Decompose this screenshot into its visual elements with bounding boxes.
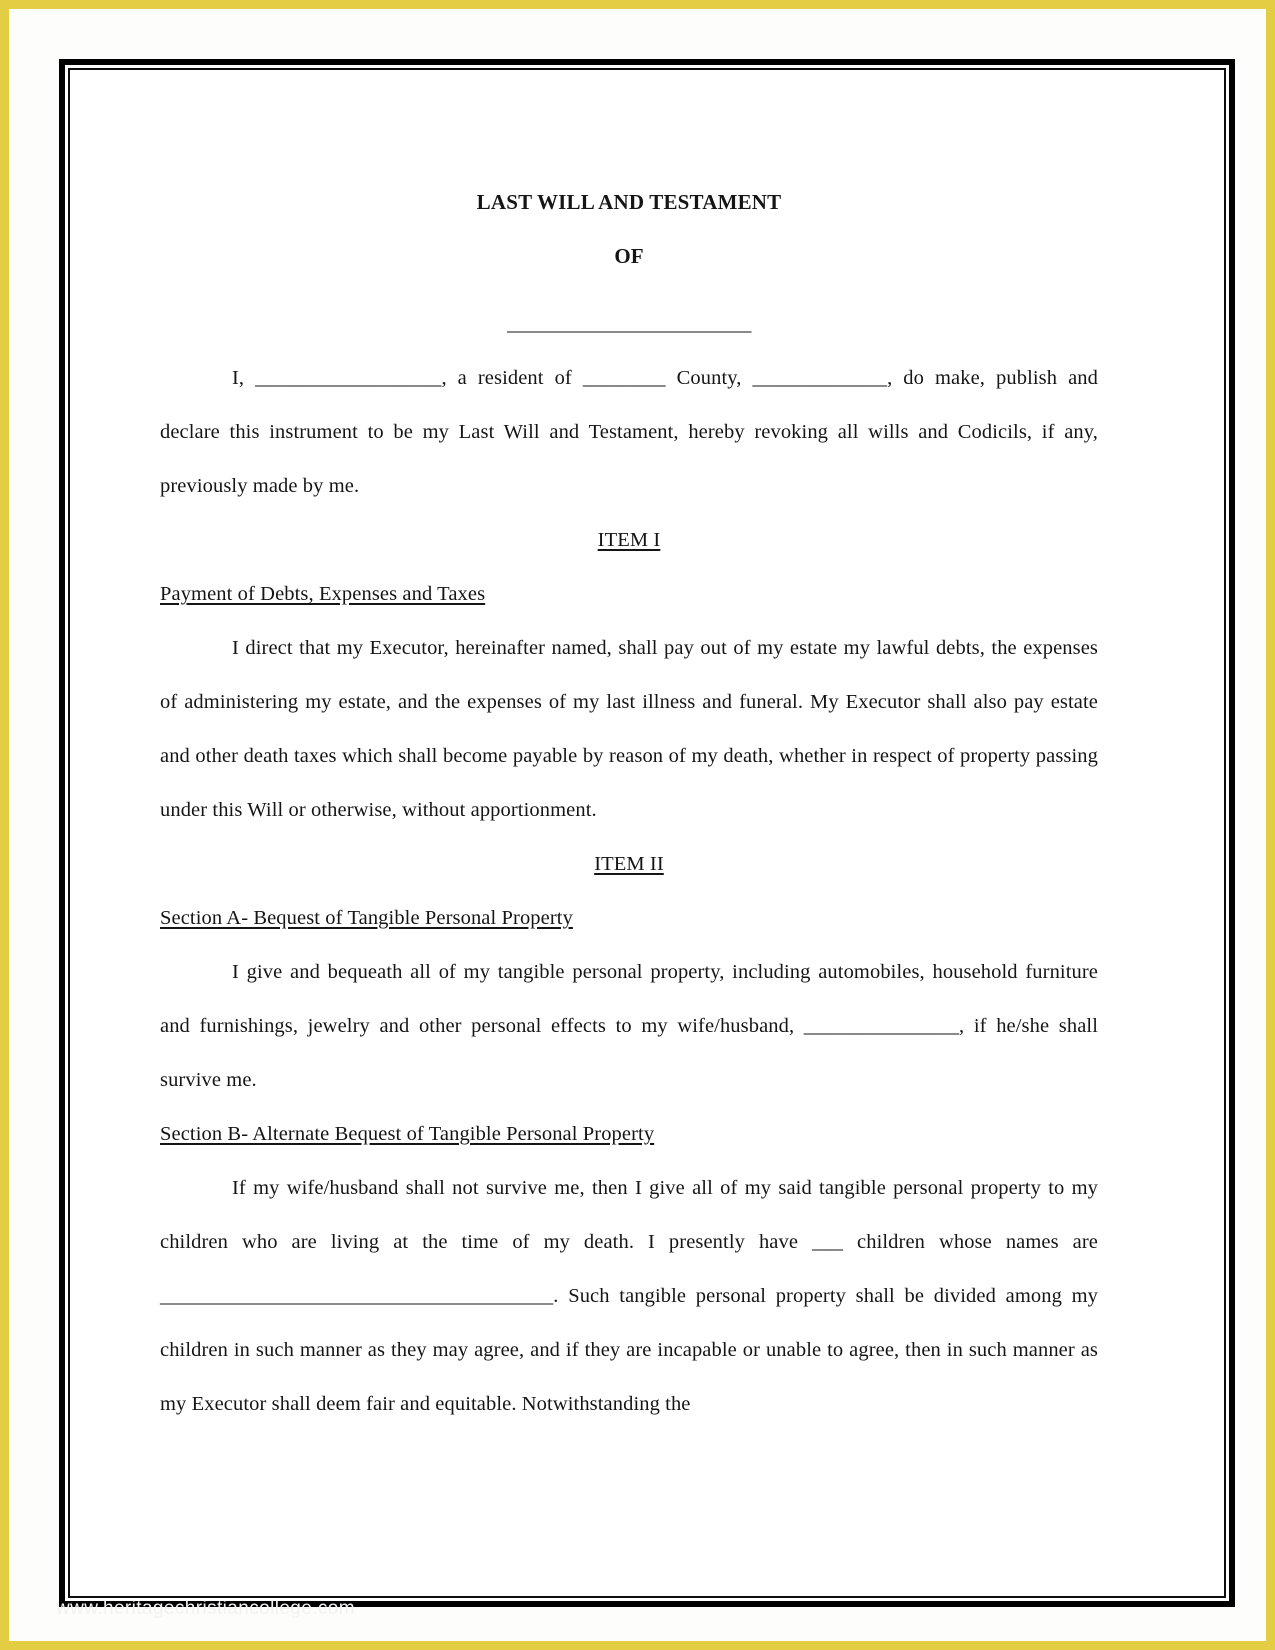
opening-paragraph: I, __________________, a resident of ________ County, _____________, do make, publish and declare this instrument to be my Last Will and Testament, hereby revoking all wills and Codicils, if any, previously made by me.: [160, 367, 1098, 497]
section-a-subheading-text: Section A- Bequest of Tangible Personal Property: [160, 907, 573, 929]
black-inner-border: [68, 68, 1226, 1598]
item-one-heading: [160, 513, 1098, 567]
section-a-paragraph: I give and bequeath all of my tangible personal property, including automobiles, household furniture and furnishings, jewelry and other personal effects to my wife/husband, _______________, if he/she shall survive me.: [160, 961, 1098, 1091]
page-subtitle: OF: [614, 244, 644, 268]
document-page: [160, 175, 1098, 1505]
item-two-heading-text: ITEM II: [594, 853, 664, 875]
section-b-subheading: [160, 1107, 1098, 1161]
item-one-subheading: [160, 567, 1098, 621]
page-title: LAST WILL AND TESTAMENT: [476, 190, 782, 214]
item-one-heading-text: ITEM I: [597, 529, 661, 551]
border-white-gap: [65, 65, 1229, 1601]
item-one-paragraph: I direct that my Executor, hereinafter named, shall pay out of my estate my lawful debts, the expenses of administering my estate, and the expenses of my last illness and funeral. My Executor shall also pay estate and other death taxes which shall become payable by reason of my death, whether in respect of property passing under this Will or otherwise, without apportionment.: [160, 637, 1098, 821]
item-two-heading: [160, 837, 1098, 891]
black-outer-border: [59, 59, 1235, 1607]
source-watermark: www.heritagechristiancollege.com: [56, 1598, 355, 1619]
section-b-subheading-text: Section B- Alternate Bequest of Tangible Personal Property: [160, 1123, 655, 1145]
testator-name-blank: _________________________: [507, 313, 751, 335]
section-a-subheading: [160, 891, 1098, 945]
item-one-subheading-text: Payment of Debts, Expenses and Taxes: [160, 583, 486, 605]
section-b-paragraph: If my wife/husband shall not survive me, then I give all of my said tangible personal property to my children who are living at the time of my death. I presently have ___ children whose names are ______________________________________. Such tangible personal property shall be divided among my children in such manner as they may agree, and if they are incapable or unable to agree, then in such manner as my Executor shall deem fair and equitable. Notwithstanding the: [160, 1177, 1098, 1415]
